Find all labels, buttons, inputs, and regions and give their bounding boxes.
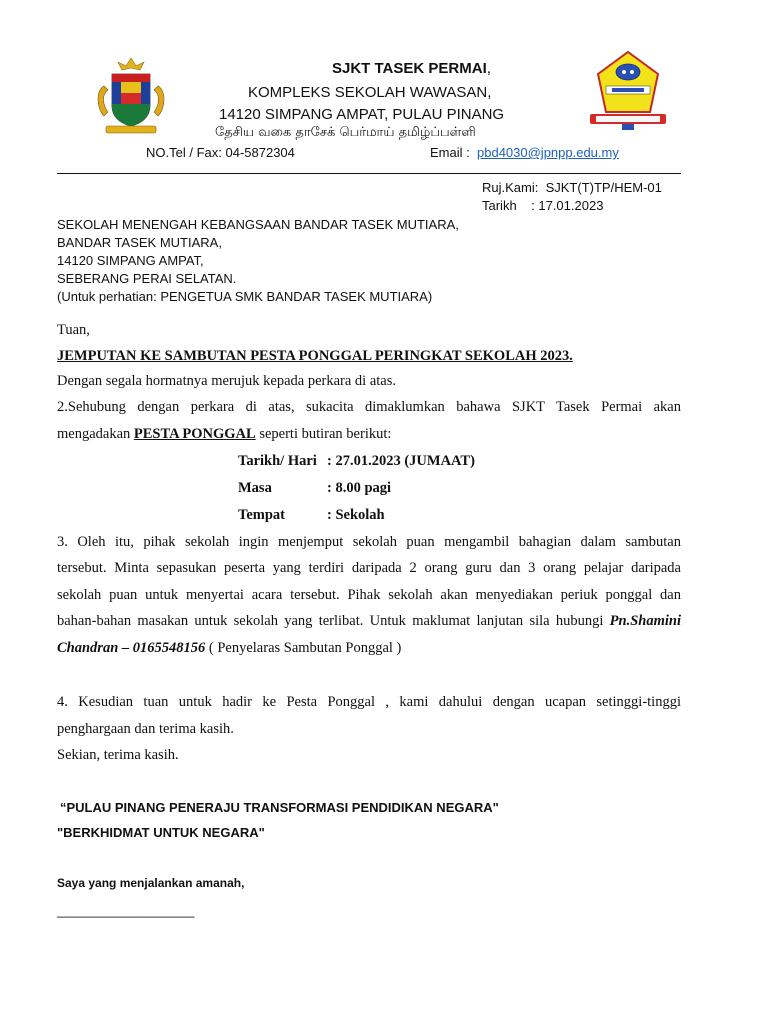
ruj-value: SJKT(T)TP/HEM-01 <box>545 180 662 195</box>
school-crest-logo <box>582 50 674 132</box>
reference-date <box>482 198 603 213</box>
motto-penang: “PULAU PINANG PENERAJU TRANSFORMASI PENDIDIKAN NEGARA" <box>60 800 499 815</box>
school-name <box>332 60 491 77</box>
p2-pre: mengadakan <box>57 426 134 442</box>
signature-line: ___________________ <box>57 903 195 918</box>
recipient-line-2: BANDAR TASEK MUTIARA, <box>57 235 222 250</box>
paragraph-3-line-2: tersebut. Minta sepasukan peserta yang terdiri daripada 2 orang guru dan 3 orang pelajar daripada <box>57 560 681 576</box>
p3-line4-text: bahan-bahan masakan untuk sekolah yang terlibat. Untuk maklumat lanjutan sila hubungi <box>57 613 610 629</box>
event-name: PESTA PONGGAL <box>133 426 256 442</box>
paragraph-1: Dengan segala hormatnya merujuk kepada perkara di atas. <box>57 373 396 389</box>
reference-number <box>482 180 662 195</box>
recipient-line-3: 14120 SIMPANG AMPAT, <box>57 253 204 268</box>
paragraph-3-line-3: sekolah puan untuk menyertai acara tersebut. Pihak sekolah akan menyediakan periuk ponggal dan <box>57 587 681 603</box>
letter-subject: JEMPUTAN KE SAMBUTAN PESTA PONGGAL PERINGKAT SEKOLAH 2023. <box>57 348 573 364</box>
paragraph-2-line-1: 2.Sehubung dengan perkara di atas, sukacita dimaklumkan bahawa SJKT Tasek Permai akan <box>57 399 681 415</box>
paragraph-3-line-1: 3. Oleh itu, pihak sekolah ingin menjemput sekolah puan mengambil bahagian dalam sambutan <box>57 534 681 550</box>
detail-value-time: : 8.00 pagi <box>327 480 392 496</box>
p2-post: seperti butiran berikut: <box>255 426 392 442</box>
contact-name-part-1: Pn.Shamini <box>609 613 681 629</box>
recipient-line-1: SEKOLAH MENENGAH KEBANGSAAN BANDAR TASEK MUTIARA, <box>57 217 459 232</box>
paragraph-4-line-2: penghargaan dan terima kasih. <box>57 721 234 737</box>
date-label: Tarikh <box>482 198 517 213</box>
detail-label-venue: Tempat <box>238 507 285 523</box>
malaysia-coat-of-arms-logo <box>92 56 170 136</box>
closing-line: Sekian, terima kasih. <box>57 747 179 763</box>
school-name-tamil: தேசிய வகை தாசேக் பெர்மாய் தமிழ்ப்பள்ளி <box>215 125 476 140</box>
paragraph-2-line-2 <box>57 426 391 443</box>
school-complex: KOMPLEKS SEKOLAH WAWASAN, <box>248 84 492 101</box>
contact-role: ( Penyelaras Sambutan Ponggal ) <box>205 640 402 656</box>
recipient-line-5: (Untuk perhatian: PENGETUA SMK BANDAR TASEK MUTIARA) <box>57 289 433 304</box>
school-name-text: SJKT TASEK PERMAI <box>332 60 487 77</box>
date-value: : 17.01.2023 <box>531 198 604 213</box>
recipient-line-4: SEBERANG PERAI SELATAN. <box>57 271 237 286</box>
header-divider <box>57 173 681 174</box>
tel-value: 04-5872304 <box>225 145 295 160</box>
tel-fax <box>146 145 295 160</box>
school-address: 14120 SIMPANG AMPAT, PULAU PINANG <box>219 106 505 123</box>
paragraph-3-line-4 <box>57 613 681 630</box>
contact-name-phone: Chandran – 0165548156 <box>57 640 206 656</box>
paragraph-3-line-5 <box>57 640 401 657</box>
tel-label: NO.Tel / Fax: <box>146 145 222 160</box>
detail-value-date: : 27.01.2023 (JUMAAT) <box>327 453 475 469</box>
detail-label-time: Masa <box>238 480 272 496</box>
email-label: Email : <box>430 145 470 160</box>
paragraph-4-line-1: 4. Kesudian tuan untuk hadir ke Pesta Ponggal , kami dahului dengan ucapan setinggi-tinggi <box>57 694 681 710</box>
motto-service: "BERKHIDMAT UNTUK NEGARA" <box>57 825 265 840</box>
detail-label-date: Tarikh/ Hari <box>238 453 317 469</box>
ruj-label: Ruj.Kami: <box>482 180 539 195</box>
sign-off: Saya yang menjalankan amanah, <box>57 876 245 890</box>
email-link[interactable]: pbd4030@jpnpp.edu.my <box>477 145 619 160</box>
school-name-suffix: , <box>486 60 491 77</box>
detail-value-venue: : Sekolah <box>327 507 385 523</box>
salutation: Tuan, <box>57 322 90 338</box>
